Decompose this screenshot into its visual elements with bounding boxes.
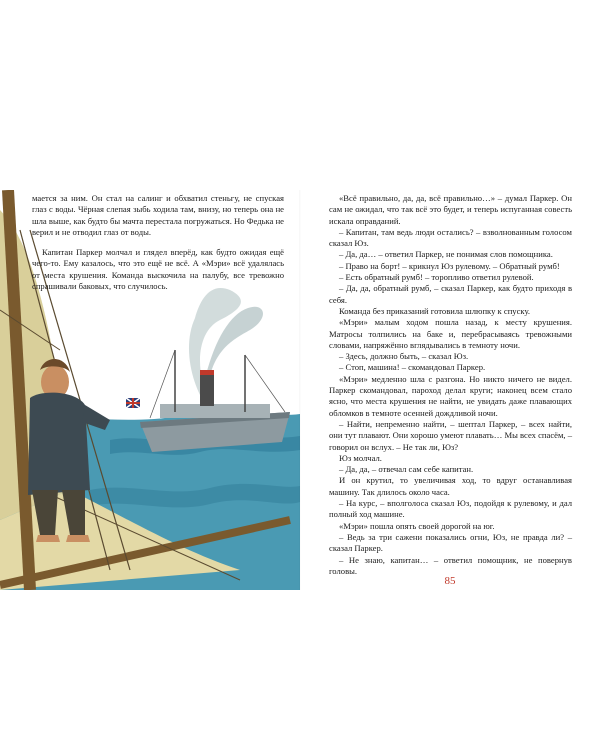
right-paragraph: «Мэри» медленно шла с разгона. Но никто ничего не видел. Паркер скомандовал, пароход делал круги; наконец всем стало ясно, что места крушения не найти, не увидать даже плавающих обломков в темноте осенней дождливой ночи.: [329, 373, 572, 418]
right-paragraph: – Да, да, обратный румб, – сказал Паркер, как будто приходя в себя.: [329, 283, 572, 305]
right-paragraph: – Да, да… – ответил Паркер, не понимая слов помощника.: [339, 249, 553, 260]
right-paragraph: – На курс, – вполголоса сказал Юз, подойдя к рулевому, и дал полный ход машине.: [329, 498, 572, 520]
right-paragraph: – Стоп, машина! – скомандовал Паркер.: [339, 362, 486, 373]
right-paragraph: Команда без приказаний готовила шлюпку к спуску.: [339, 305, 531, 316]
page-number: 85: [444, 575, 456, 587]
left-paragraph: мается за ним. Он стал на салинг и обхватил стеньгу, не спуская глаз с воды. Чёрная слепая зыбь ходила там, внизу, но теперь она не шла выше, как будто бы мачта перестала погружаться. Но Федька не верил и не отводил глаз от воды.: [32, 193, 284, 237]
right-paragraph: – Найти, непременно найти, – шептал Паркер, – всех найти, они тут плавают. Они хорошо умеют плавать… Мы всех спасём, – говорил он вслух. – Не так ли, Юз?: [329, 418, 572, 452]
right-paragraph: – Право на борт! – крикнул Юз рулевому. – Обратный румб!: [339, 260, 560, 271]
right-paragraph: – Капитан, там ведь люди остались? – взволнованным голосом сказал Юз.: [329, 226, 572, 249]
right-paragraph: – Здесь, должно быть, – сказал Юз.: [339, 351, 469, 362]
right-paragraph: Юз молчал.: [339, 452, 382, 463]
right-paragraph: И он крутил, то увеличивая ход, то вдруг останавливая машину. Так длилось около часа.: [329, 475, 572, 497]
ship-smoke: [189, 288, 241, 395]
left-page-text: [32, 193, 284, 292]
british-flag: [126, 398, 140, 408]
right-paragraph: «Мэри» пошла опять своей дорогой на юг.: [339, 520, 495, 531]
steamship: [140, 350, 290, 452]
right-paragraph: «Мэри» малым ходом пошла назад, к месту крушения. Матросы толпились на баке и, перебрасываясь тревожными словами, напряжённо вглядывались в темноту ночи.: [329, 317, 572, 350]
right-paragraph: – Не знаю, капитан… – ответил помощник, не повернув головы.: [329, 554, 572, 576]
right-paragraph: «Всё правильно, да, да, всё правильно…» – думал Паркер. Он сам не ожидал, что так всё это будет, и теперь испуганная совесть искала оправданий.: [329, 193, 572, 226]
right-paragraph: – Да, да, – отвечал сам себе капитан.: [339, 464, 474, 475]
right-page-text: [329, 193, 572, 577]
right-paragraph: – Ведь за три сажени показались огни, Юз, не правда ли? – сказал Паркер.: [329, 531, 572, 554]
left-paragraph: Капитан Паркер молчал и глядел вперёд, как будто ожидая ещё чего-то. Ему казалось, что это ещё не всё. А «Мэри» всё удалялась от места крушения. Команда выскочила на палубу, все тревожно спрашивали баковых, что случилось.: [32, 247, 284, 292]
right-paragraph: – Есть обратный румб! – торопливо ответил рулевой.: [339, 272, 534, 283]
